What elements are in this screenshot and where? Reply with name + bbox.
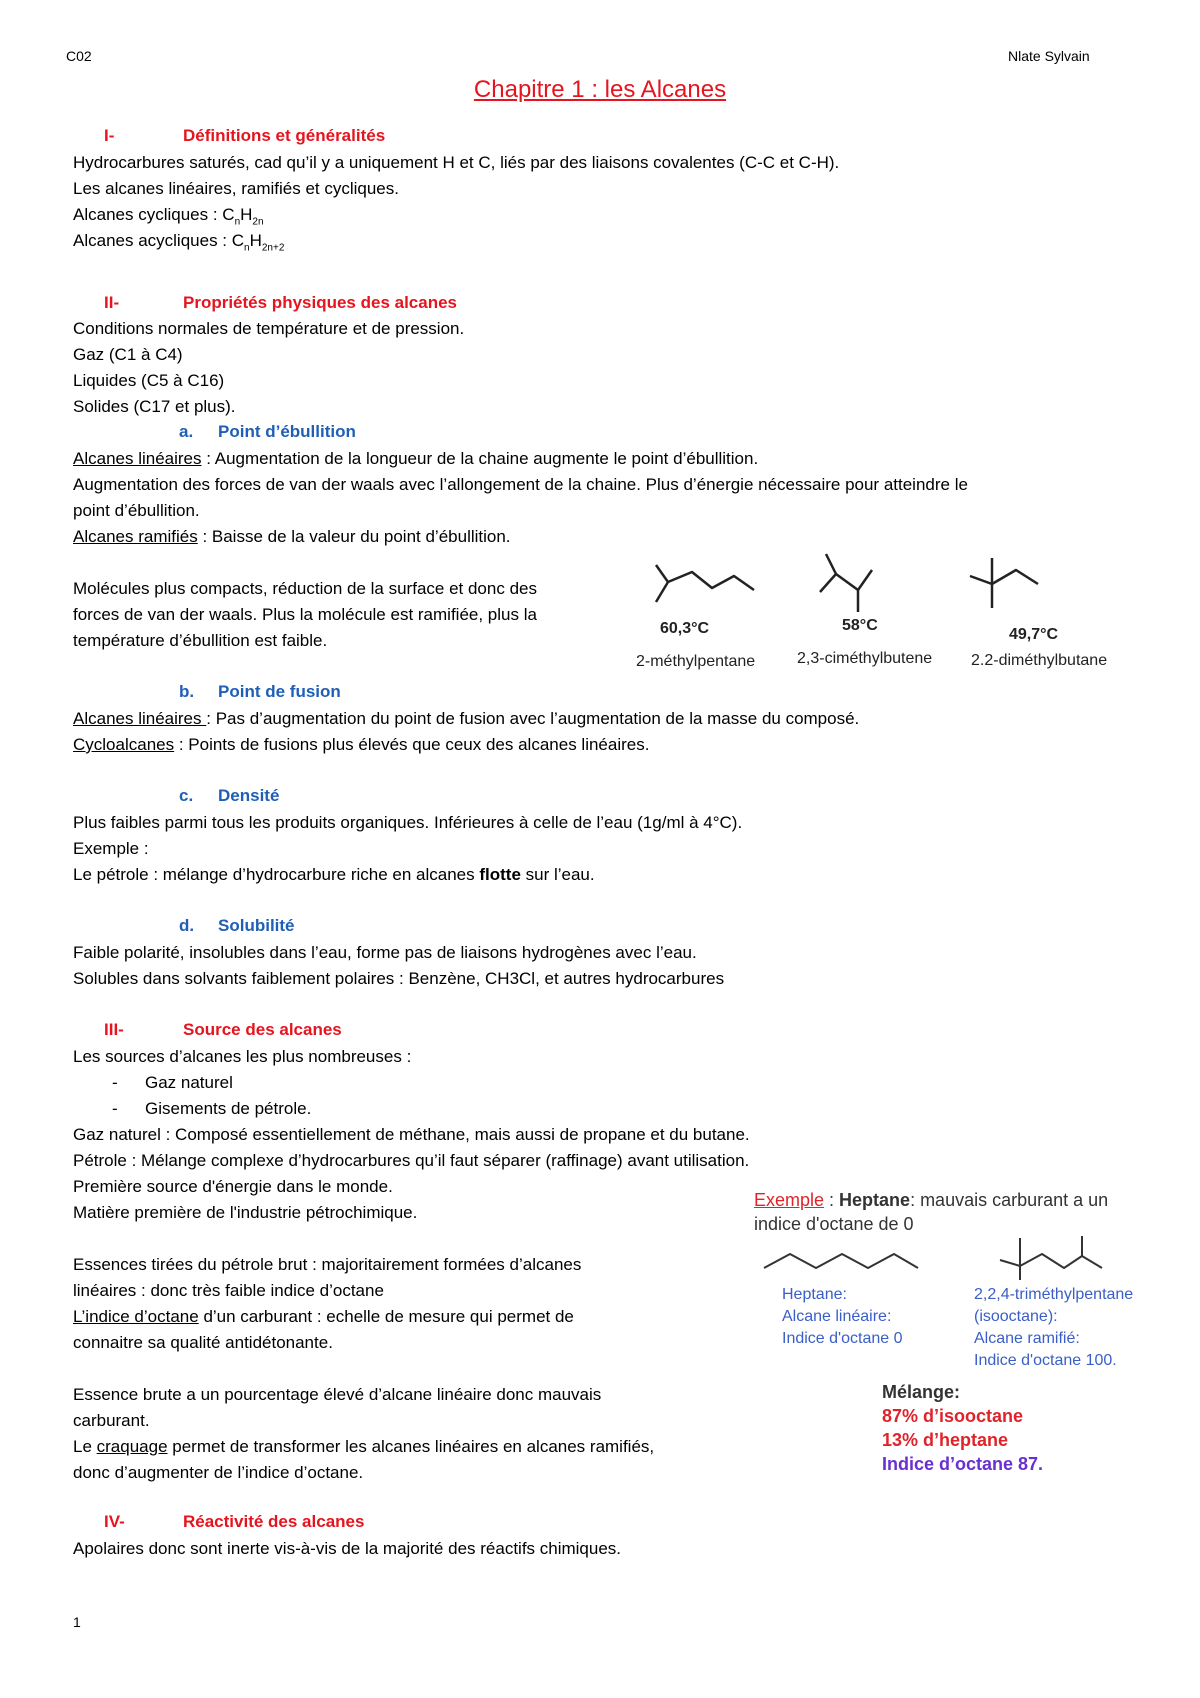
s3-line-11: carburant. <box>73 1411 150 1430</box>
heptane-label-3: Indice d'octane 0 <box>782 1330 903 1347</box>
dimethylbutane-branch-1 <box>820 554 836 592</box>
section-3-number: III- <box>104 1020 124 1039</box>
mol3-temperature: 49,7°C <box>1009 626 1059 643</box>
section-3-title: Source des alcanes <box>183 1020 342 1039</box>
s2c-line-2: Exemple : <box>73 839 149 858</box>
s2a-line-3: point d’ébullition. <box>73 501 200 520</box>
mix-line-2: 13% d’heptane <box>882 1430 1009 1450</box>
mol1-temperature: 60,3°C <box>660 620 710 637</box>
header-left: C02 <box>66 48 92 64</box>
s2a-line-5: Molécules plus compacts, réduction de la surface et donc des <box>73 579 537 598</box>
section-4-number: IV- <box>104 1512 125 1531</box>
s4-line-1: Apolaires donc sont inerte vis-à-vis de la majorité des réactifs chimiques. <box>73 1539 622 1558</box>
s2a-line-7: température d’ébullition est faible. <box>73 631 328 650</box>
sub-d-title: Solubilité <box>218 916 295 935</box>
isooctane-chain <box>1000 1254 1082 1268</box>
s3-line-6: Essences tirées du pétrole brut : majoritairement formées d’alcanes <box>73 1255 582 1274</box>
s3-item-1: Gaz naturel <box>145 1073 233 1092</box>
section-1-title: Définitions et généralités <box>183 126 386 145</box>
isooctane-label-1: 2,2,4-triméthylpentane <box>974 1286 1134 1303</box>
s2a-line-1: Alcanes linéaires : Augmentation de la longueur de la chaine augmente le point d’ébullition. <box>73 449 759 468</box>
mol3-name: 2.2-diméthylbutane <box>971 652 1108 669</box>
s2a-line-4: Alcanes ramifiés : Baisse de la valeur du point d’ébullition. <box>73 527 511 546</box>
s3-line-5: Matière première de l'industrie pétrochimique. <box>73 1203 418 1222</box>
section-4-title: Réactivité des alcanes <box>183 1512 365 1531</box>
sub-b-number: b. <box>179 682 195 701</box>
s3-bullet-1: - <box>112 1073 118 1092</box>
s2-line-2: Gaz (C1 à C4) <box>73 345 183 364</box>
s1-line-3: Alcanes cycliques : $C_nH_{2n}$ <box>73 205 264 228</box>
example-heading-line-2: indice d'octane de 0 <box>754 1214 914 1234</box>
sub-a-title: Point d’ébullition <box>218 422 356 441</box>
s3-line-4: Première source d'énergie dans le monde. <box>73 1177 393 1196</box>
branched-alkane-structures <box>640 540 1150 630</box>
section-2-number: II- <box>104 293 120 312</box>
header-right: Nlate Sylvain <box>1008 48 1090 64</box>
heptane-chain <box>764 1254 918 1268</box>
s3-item-2: Gisements de pétrole. <box>145 1099 312 1118</box>
s3-line-7: linéaires : donc très faible indice d’octane <box>73 1281 384 1300</box>
s2-line-3: Liquides (C5 à C16) <box>73 371 225 390</box>
s3-bullet-2: - <box>112 1099 118 1118</box>
mol2-temperature: 58°C <box>842 617 878 634</box>
s3-line-3: Pétrole : Mélange complexe d’hydrocarbures qu’il faut séparer (raffinage) avant utilisation. <box>73 1151 750 1170</box>
s2a-line-6: forces de van der waals. Plus la molécule est ramifiée, plus la <box>73 605 537 624</box>
isooctane-label-3: Alcane ramifié: <box>974 1330 1080 1347</box>
s3-line-1: Les sources d’alcanes les plus nombreuses : <box>73 1047 412 1066</box>
s3-line-10: Essence brute a un pourcentage élevé d’alcane linéaire donc mauvais <box>73 1385 602 1404</box>
mix-title: Mélange: <box>882 1382 961 1402</box>
isooctane-label-2: (isooctane): <box>974 1308 1058 1325</box>
isooctane-branch-2 <box>1082 1256 1102 1268</box>
section-2-title: Propriétés physiques des alcanes <box>183 293 458 312</box>
s1-line-2: Les alcanes linéaires, ramifiés et cycliques. <box>73 179 399 198</box>
s2b-line-2: Cycloalcanes : Points de fusions plus élevés que ceux des alcanes linéaires. <box>73 735 650 754</box>
methylpentane-branch <box>656 565 668 602</box>
page-title: Chapitre 1 : les Alcanes <box>473 76 727 103</box>
dimethylbutane-chain <box>836 570 872 590</box>
s2-line-4: Solides (C17 et plus). <box>73 397 236 416</box>
s2c-line-3: Le pétrole : mélange d’hydrocarbure riche en alcanes flotte sur l’eau. <box>73 865 595 884</box>
mol2-name: 2,3-ciméthylbutene <box>797 650 933 667</box>
mix-line-3: Indice d’octane 87. <box>882 1454 1044 1474</box>
s1-line-4: Alcanes acycliques : $C_nH_{2n+2}$ <box>73 231 285 254</box>
example-heading: Exemple : Heptane: mauvais carburant a un <box>754 1190 1109 1210</box>
s1-line-1: Hydrocarbures saturés, cad qu’il y a uniquement H et C, liés par des liaisons covalentes (C-C et C-H). <box>73 153 840 172</box>
s3-line-12: Le craquage permet de transformer les alcanes linéaires en alcanes ramifiés, <box>73 1437 655 1456</box>
s3-line-2: Gaz naturel : Composé essentiellement de méthane, mais aussi de propane et du butane. <box>73 1125 750 1144</box>
dimethylbutane22-chain <box>970 570 1038 584</box>
s3-line-13: donc d’augmenter de l’indice d’octane. <box>73 1463 364 1482</box>
heptane-label-2: Alcane linéaire: <box>782 1308 892 1325</box>
s3-line-8: L’indice d’octane d’un carburant : echelle de mesure qui permet de <box>73 1307 574 1326</box>
sub-d-number: d. <box>179 916 195 935</box>
s2d-line-1: Faible polarité, insolubles dans l’eau, forme pas de liaisons hydrogènes avec l’eau. <box>73 943 697 962</box>
s2a-line-2: Augmentation des forces de van der waals avec l’allongement de la chaine. Plus d’énergie nécessaire pour atteindre le <box>73 475 968 494</box>
sub-c-title: Densité <box>218 786 280 805</box>
s3-line-9: connaitre sa qualité antidétonante. <box>73 1333 333 1352</box>
page-number: 1 <box>73 1614 81 1630</box>
isooctane-label-4: Indice d'octane 100. <box>974 1352 1117 1369</box>
sub-b-title: Point de fusion <box>218 682 341 701</box>
mix-line-1: 87% d’isooctane <box>882 1406 1024 1426</box>
s2d-line-2: Solubles dans solvants faiblement polaires : Benzène, CH3Cl, et autres hydrocarbures <box>73 969 725 988</box>
sub-a-number: a. <box>179 422 194 441</box>
s2c-line-1: Plus faibles parmi tous les produits organiques. Inférieures à celle de l’eau (1g/ml à 4°C). <box>73 813 743 832</box>
s2-line-1: Conditions normales de température et de pression. <box>73 319 465 338</box>
mol1-name: 2-méthylpentane <box>636 653 756 670</box>
s2b-line-1: Alcanes linéaires : Pas d’augmentation du point de fusion avec l’augmentation de la masse du composé. <box>73 709 860 728</box>
heptane-label-1: Heptane: <box>782 1286 847 1303</box>
sub-c-number: c. <box>179 786 194 805</box>
octane-structures <box>760 1230 1160 1290</box>
methylpentane-chain <box>668 572 754 590</box>
section-1-number: I- <box>104 126 115 145</box>
